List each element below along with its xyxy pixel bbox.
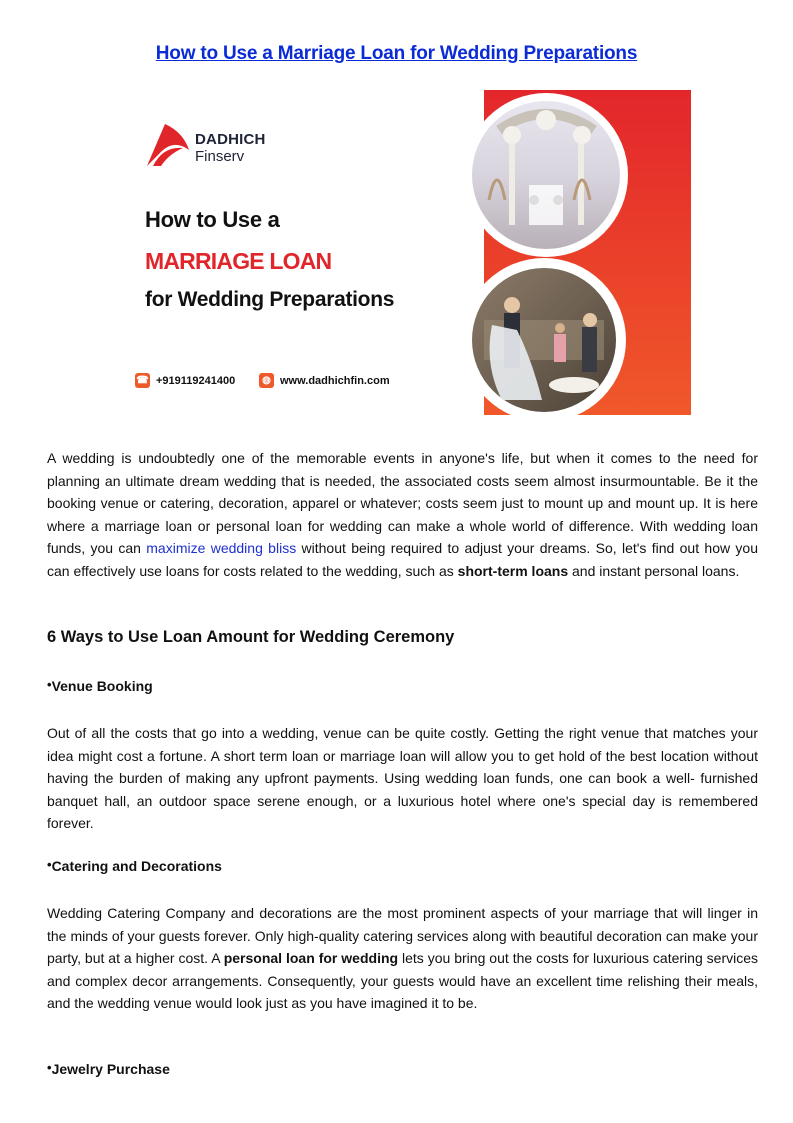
catering-bold-term: personal loan for wedding	[223, 950, 399, 967]
logo-wordmark-bottom: Finserv	[195, 148, 245, 165]
venue-booking-paragraph: Out of all the costs that go into a wedding, venue can be quite costly. Getting the right venue that matches your idea might cost a fortune. A short term loan or marriage loan will allow you to get hold of the best location without having the burden of making any upfront payments. Using wedding loan funds, one can book a well- furnished banquet hall, an outdoor space serene enough, or a luxurious hotel where one's special day is remembered forever.	[47, 725, 758, 832]
intro-bold-term: short-term loans	[457, 562, 569, 579]
catering-text-2: lets you bring out the costs for luxurious catering services and complex decor arrangements. Consequently, your guests would have an excellent time relishing their meals, and the wedding venue would look just as you have imagined it to be.	[47, 950, 759, 1012]
intro-text-3: and instant personal loans.	[568, 562, 740, 579]
bullet-heading: Venue Booking	[51, 678, 153, 694]
bullet-heading: Catering and Decorations	[51, 858, 222, 874]
banner-heading-line2: MARRIAGE LOAN	[145, 248, 332, 274]
globe-icon: ◍	[259, 373, 274, 388]
bullet-heading: Jewelry Purchase	[51, 1061, 170, 1077]
intro-paragraph	[47, 447, 758, 583]
bullet-venue-booking	[47, 678, 153, 694]
bullet-jewelry-purchase	[47, 1061, 170, 1077]
dadhich-logo-icon	[143, 120, 191, 170]
bullet-dot: •	[47, 857, 52, 872]
banner-phone	[135, 373, 235, 388]
bullet-dot: •	[47, 677, 52, 692]
website-url: www.dadhichfin.com	[280, 374, 390, 387]
page-title[interactable]: How to Use a Marriage Loan for Wedding Preparations	[155, 43, 638, 64]
wedding-couple-photo	[472, 268, 616, 412]
catering-text-1: Wedding Catering Company and decorations are the most prominent aspects of your marriage that will linger in the minds of your guests forever. Only high-quality catering services along with beautiful decoration can make your party, but at a higher cost. A	[47, 905, 758, 967]
banner-heading-line3: for Wedding Preparations	[145, 288, 395, 311]
phone-number: +919119241400	[156, 374, 236, 387]
section-heading: 6 Ways to Use Loan Amount for Wedding Ceremony	[47, 628, 455, 646]
logo-wordmark-top: DADHICH	[195, 131, 266, 148]
phone-icon: ☎	[136, 375, 149, 386]
intro-text-1: A wedding is undoubtedly one of the memorable events in anyone's life, but when it comes to the need for planning an ultimate dream wedding that is needed, the associated costs seem almost insurmountable. Be it the booking venue or catering, decoration, apparel or whatever; costs seem just to mount up and mount up. It is here where a marriage loan or personal loan for wedding can make a whole world of difference. With wedding loan funds, you can	[47, 450, 758, 557]
intro-text-2: without being required to adjust your dreams. So, let's find out how you can effectively use loans for costs related to the wedding, such as	[47, 540, 759, 579]
banner-website	[259, 373, 390, 388]
hero-banner	[104, 90, 691, 415]
bullet-catering-decorations	[47, 858, 222, 874]
catering-paragraph	[47, 902, 758, 1015]
maximize-wedding-bliss-link[interactable]: maximize wedding bliss	[146, 540, 297, 557]
wedding-arch-photo	[472, 101, 620, 249]
bullet-dot: •	[47, 1060, 52, 1075]
banner-heading-line1: How to Use a	[145, 207, 280, 232]
